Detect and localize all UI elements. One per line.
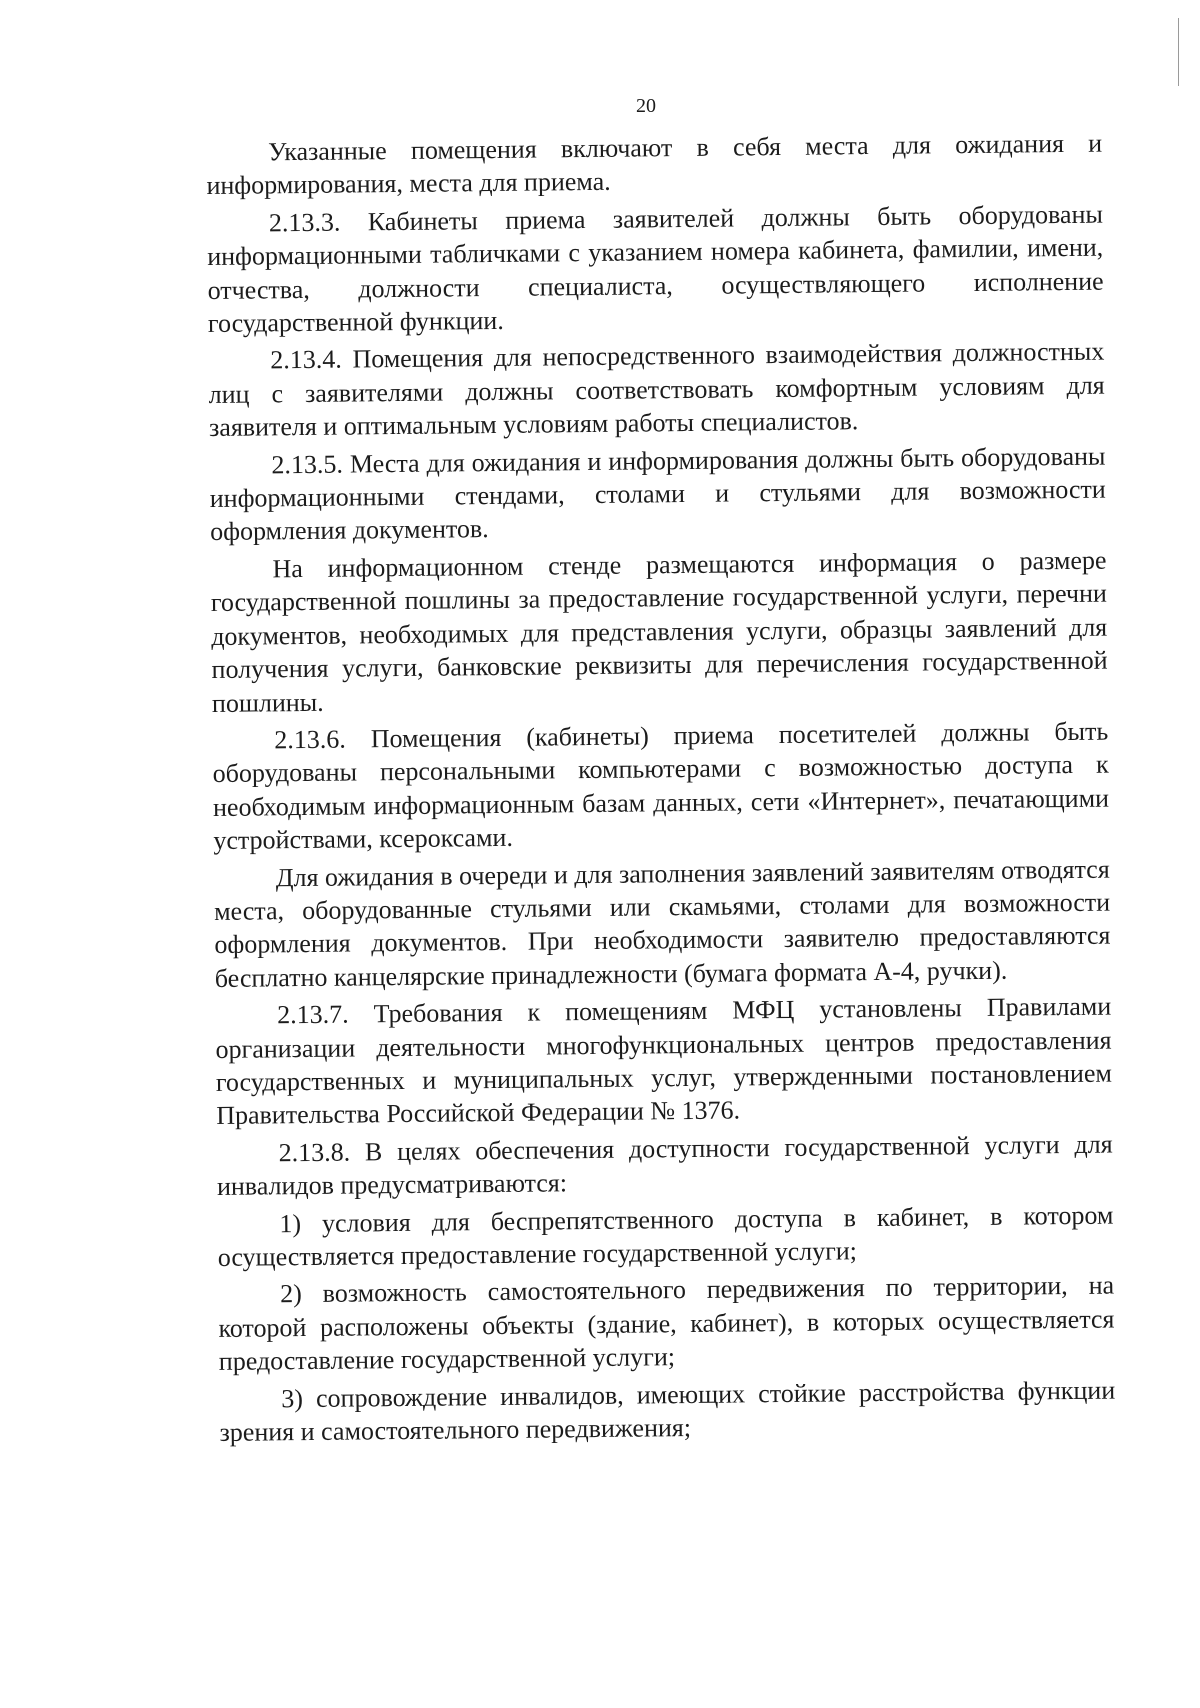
paragraph-2-13-6: 2.13.6. Помещения (кабинеты) приема посетителей должны быть оборудованы персональными компьютерами с возможностью доступа к необходимым информационным базам данных, сети «Интернет», печатающими устройствами, ксероксами. [212,716,1110,856]
list-item-3: 3) сопровождение инвалидов, имеющих стойкие расстройства функции зрения и самостоятельного передвижения; [219,1375,1116,1447]
paragraph-2-13-4: 2.13.4. Помещения для непосредственного взаимодействия должностных лиц с заявителями должны соответствовать комфортным условиям для заявителя и оптимальным условиям работы специалистов. [208,337,1105,443]
paragraph-premises-intro: Указанные помещения включают в себя места для ожидания и информирования, места для приема. [206,128,1103,201]
list-item-1: 1) условия для беспрепятственного доступа в кабинет, в котором осуществляется предоставление государственной услуги; [217,1200,1114,1272]
paragraph-info-stand: На информационном стенде размещаются информация о размере государственной пошлины за предоставление государственной услуги, перечни документов, необходимых для представления услуги, образцы заявлений для получения услуги, банковские реквизиты для перечисления государственной пошлины. [210,545,1108,718]
list-item-2: 2) возможность самостоятельного передвижения по территории, на которой расположены объекты (здание, кабинет), в которых осуществляется предоставление государственной услуги; [218,1270,1115,1377]
paragraph-waiting-queue: Для ожидания в очереди и для заполнения заявлений заявителям отводятся места, оборудованные стульями или скамьями, столами для возможности оформления документов. При необходимости заявителю предоставляются бесплатно канцелярские принадлежности (бумага формата А-4, ручки). [213,854,1111,993]
page-number: 20 [636,95,656,117]
paragraph-2-13-3: 2.13.3. Кабинеты приема заявителей должны быть оборудованы информационными табличками с указанием номера кабинета, фамилии, имени, отчества, должности специалиста, осуществляющего исполнение государственной функции. [207,199,1104,339]
paragraph-2-13-7: 2.13.7. Требования к помещениям МФЦ установлены Правилами организации деятельности многофункциональных центров предоставления государственных и муниципальных услуг, утвержденными постановлением Правительства Российской Федерации № 1376. [215,991,1113,1131]
paragraph-2-13-8: 2.13.8. В целях обеспечения доступности государственной услуги для инвалидов предусматриваются: [216,1129,1113,1202]
paragraph-2-13-5: 2.13.5. Места для ожидания и информирования должны быть оборудованы информационными стендами, столами и стульями для возможности оформления документов. [209,441,1106,547]
scan-edge-line [1178,18,1179,86]
document-body [206,127,1116,1450]
